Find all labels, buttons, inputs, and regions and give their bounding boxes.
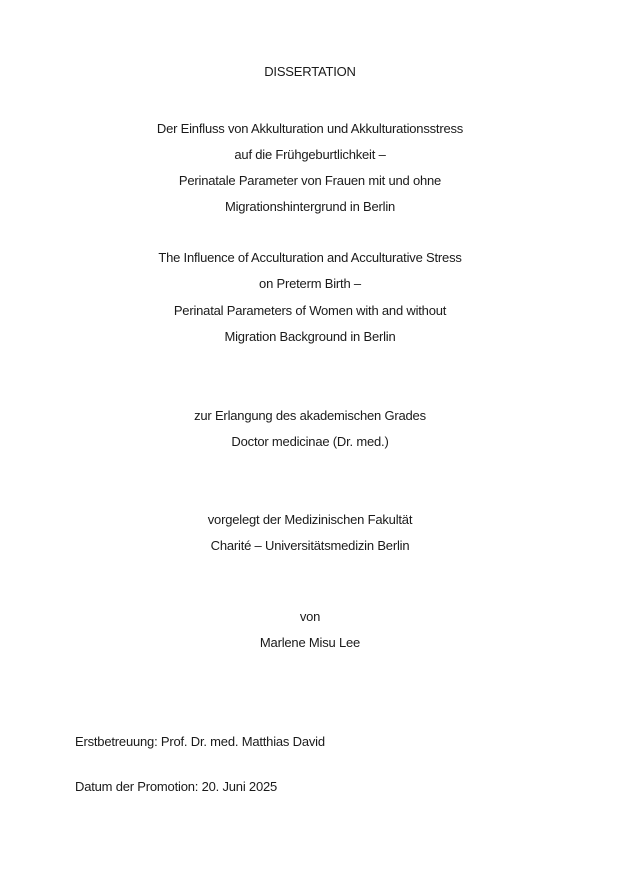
promotion-date-line: Datum der Promotion: 20. Juni 2025: [75, 779, 278, 794]
faculty-line-2: Charité – Universitätsmedizin Berlin: [210, 538, 410, 553]
english-title-line-1: The Influence of Acculturation and Acculturative Stress: [158, 250, 462, 265]
faculty-line-1: vorgelegt der Medizinischen Fakultät: [207, 512, 413, 527]
english-title-line-2: on Preterm Birth –: [259, 276, 361, 291]
dissertation-heading: DISSERTATION: [264, 64, 356, 79]
german-title-line-2: auf die Frühgeburtlichkeit –: [234, 147, 386, 162]
german-title-line-1: Der Einfluss von Akkulturation und Akkulturationsstress: [156, 121, 464, 136]
by-label: von: [299, 609, 321, 624]
degree-line-1: zur Erlangung des akademischen Grades: [194, 408, 426, 423]
german-title-line-4: Migrationshintergrund in Berlin: [224, 199, 396, 214]
german-title-line-3: Perinatale Parameter von Frauen mit und ohne: [178, 173, 442, 188]
english-title-line-4: Migration Background in Berlin: [224, 329, 396, 344]
degree-line-2: Doctor medicinae (Dr. med.): [231, 434, 389, 449]
supervision-line: Erstbetreuung: Prof. Dr. med. Matthias David: [75, 734, 325, 749]
author-name: Marlene Misu Lee: [259, 635, 361, 650]
english-title-line-3: Perinatal Parameters of Women with and without: [173, 303, 447, 318]
